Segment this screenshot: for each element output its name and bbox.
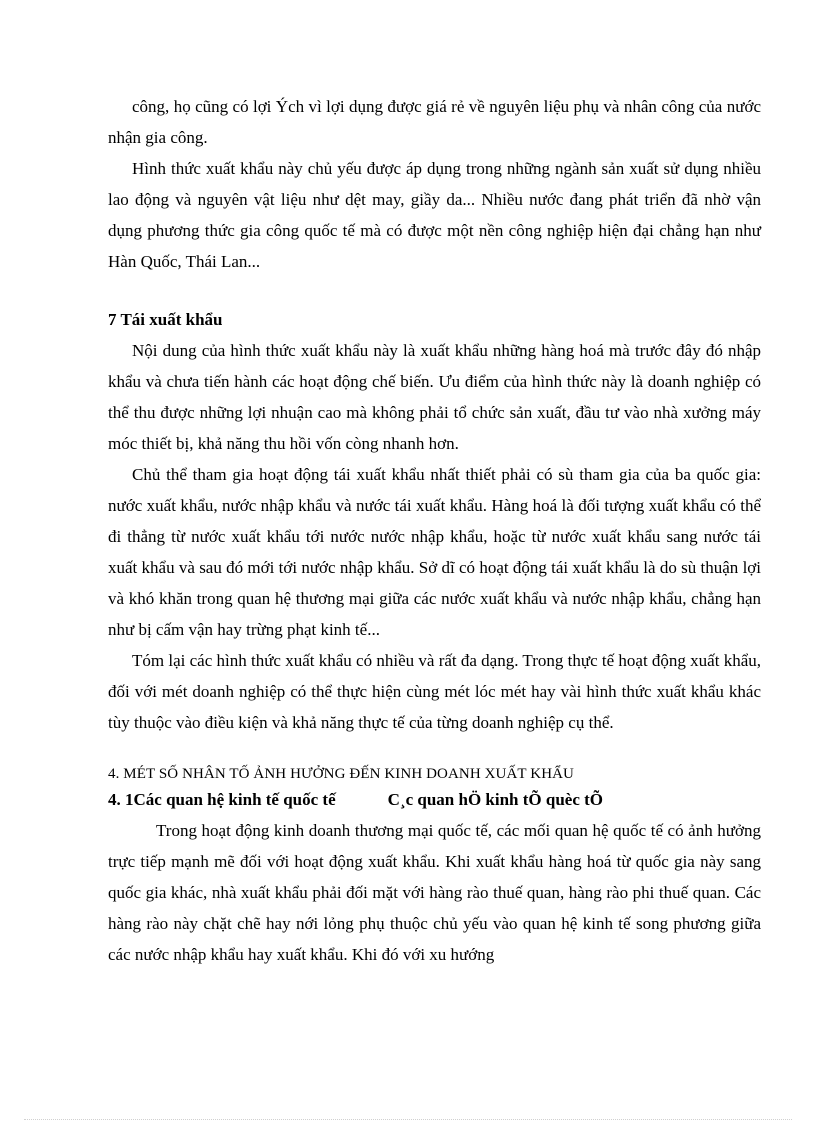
paragraph-processing-export: Hình thức xuất khẩu này chủ yếu được áp dụng trong những ngành sản xuất sử dụng nhiều lao động và nguyên vật liệu như dệt may, giầy da... Nhiều nước đang phát triển đã nhờ vận dụng phương thức gia công quốc tế mà có được một nền công nghiệp hiện đại chẳng hạn như Hàn Quốc, Thái Lan...: [108, 159, 761, 271]
subsection-4-1-heading: [108, 785, 761, 815]
heading-reexport: 7 Tái xuất khẩu: [108, 310, 223, 329]
page-bottom-divider: [24, 1119, 792, 1120]
section-4-title: 4. MÉT SỐ NHÂN TỐ ẢNH HƯỞNG ĐẾN KINH DOANH XUẤT KHẨU: [108, 766, 574, 782]
document-page: [108, 91, 761, 970]
paragraph-summary: Tóm lại các hình thức xuất khẩu có nhiều và rất đa dạng. Trong thực tế hoạt động xuất khẩu, đối với mét doanh nghiệp có thể thực hiện cùng mét lóc mét hay vài hình thức xuất khẩu khác tùy thuộc vào điều kiện và khả năng thực tế của từng doanh nghiệp cụ thể.: [108, 651, 761, 732]
paragraph-reexport-parties: Chủ thể tham gia hoạt động tái xuất khẩu nhất thiết phải có sù tham gia của ba quốc gia: nước xuất khẩu, nước nhập khẩu và nước tái xuất khẩu. Hàng hoá là đối tượng xuất khẩu có thể đi thẳng từ nước xuất khẩu tới nước nước nhập khẩu, hoặc từ nước xuất khẩu sang nước tái xuất khẩu và sau đó mới tới nước nhập khẩu. Sở dĩ có hoạt động tái xuất khẩu là do sù thuận lợi và khó khăn trong quan hệ thương mại giữa các nước xuất khẩu và nước nhập khẩu, chẳng hạn như bị cấm vận hay trừng phạt kinh tế...: [108, 465, 761, 639]
subsection-4-1-garbled-title: C¸c quan hÖ kinh tÕ quèc tÕ: [387, 790, 604, 809]
paragraph-continuation: công, họ cũng có lợi Ých vì lợi dụng được giá rẻ về nguyên liệu phụ và nhân công của nước nhận gia công.: [108, 97, 761, 147]
paragraph-international-relations: Trong hoạt động kinh doanh thương mại quốc tế, các mối quan hệ quốc tế có ảnh hưởng trực tiếp mạnh mẽ đối với hoạt động xuất khẩu. Khi xuất khẩu hàng hoá từ quốc gia này sang quốc gia khác, nhà xuất khẩu phải đối mặt với hàng rào thuế quan, hàng rào phi thuế quan. Các hàng rào này chặt chẽ hay nới lỏng phụ thuộc chủ yếu vào quan hệ kinh tế song phương giữa các nước nhập khẩu hay xuất khẩu. Khi đó với xu hướng: [108, 821, 761, 964]
subsection-4-1-title: 4. 1Các quan hệ kinh tế quốc tế: [108, 790, 336, 809]
paragraph-reexport-definition: Nội dung của hình thức xuất khẩu này là xuất khẩu những hàng hoá mà trước đây đó nhập khẩu và chưa tiến hành các hoạt động chế biến. Ưu điểm của hình thức này là doanh nghiệp có thể thu được những lợi nhuận cao mà không phải tổ chức sản xuất, đầu tư vào nhà xưởng máy móc thiết bị, khả năng thu hồi vốn còng nhanh hơn.: [108, 341, 761, 453]
